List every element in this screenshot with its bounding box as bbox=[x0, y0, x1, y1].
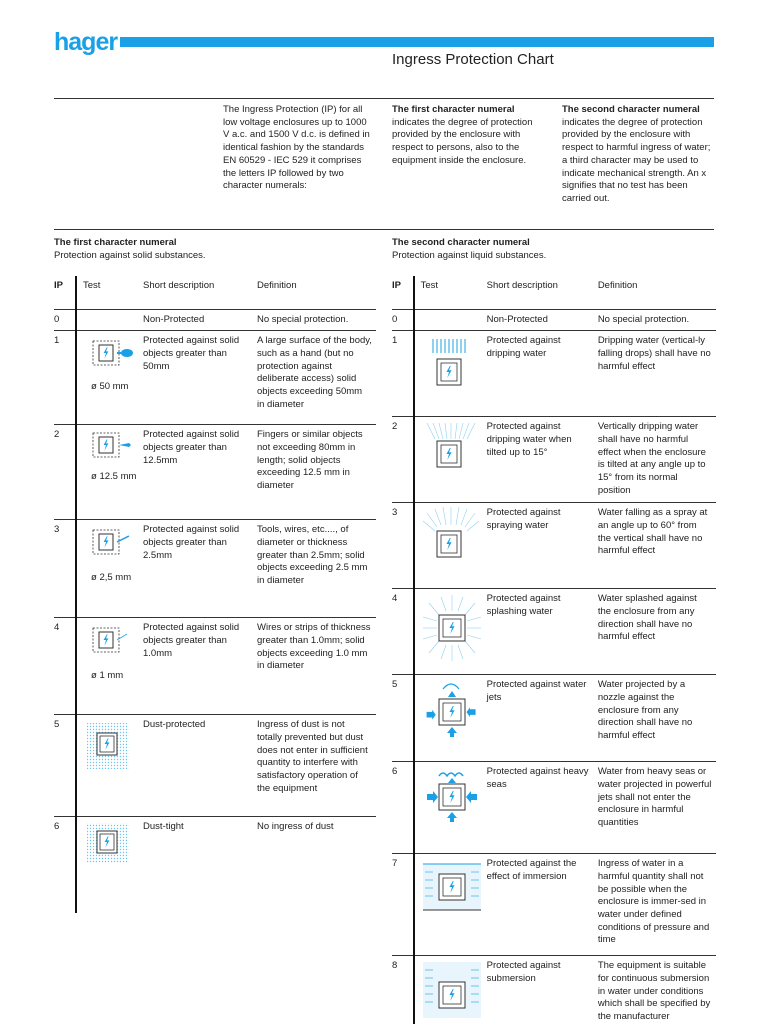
test-cell bbox=[76, 618, 143, 715]
definition: A large surface of the body, such as a hand (but no protection against deliberate access) solid objects exceeding 50mm in diameter bbox=[257, 331, 376, 425]
test-cell bbox=[414, 503, 487, 589]
table-row bbox=[54, 715, 376, 817]
liquids-header-test: Test bbox=[414, 276, 487, 309]
intro-top-rule bbox=[54, 98, 714, 99]
table-row bbox=[54, 618, 376, 715]
test-cell bbox=[414, 854, 487, 956]
table-row bbox=[392, 675, 716, 762]
test-cell bbox=[414, 331, 487, 417]
probe-diameter: ø 12.5 mm bbox=[91, 471, 137, 483]
short-description: Protected against the effect of immersion bbox=[487, 854, 598, 956]
hand-probe-icon bbox=[83, 335, 139, 379]
liquids-header-ip: IP bbox=[392, 276, 414, 309]
test-cell bbox=[414, 675, 487, 762]
definition: Water falling as a spray at an angle up to 60° from the vertical shall have no harmful effect bbox=[598, 503, 716, 589]
intro-col2-text: indicates the degree of protection provided by the enclosure with respect to persons, also to the equipment inside the enclosure. bbox=[392, 116, 533, 166]
intro-col2-title: The first character numeral bbox=[392, 104, 515, 115]
solids-title: The first character numeral bbox=[54, 237, 177, 248]
definition: Tools, wires, etc...., of diameter or thickness greater than 2.5mm; solid objects exceeding 2.5 mm in diameter bbox=[257, 520, 376, 618]
splashing-water-icon bbox=[421, 593, 483, 663]
definition: The equipment is suitable for continuous submersion in water under conditions which shall be specified by the manufacturer bbox=[597, 960, 711, 1023]
intro-col1 bbox=[223, 104, 375, 193]
table-row bbox=[54, 309, 376, 331]
definition: Water splashed against the enclosure from any direction shall have no harmful effect bbox=[598, 589, 716, 675]
liquids-header-row bbox=[392, 276, 716, 309]
table-row bbox=[54, 817, 376, 913]
ip-code: 0 bbox=[54, 309, 76, 331]
short-description: Protected against dripping water when tilted up to 15° bbox=[487, 417, 598, 503]
intro-col2 bbox=[392, 104, 552, 168]
definition: No special protection. bbox=[257, 309, 376, 331]
short-description: Protected against solid objects greater than 12.5mm bbox=[143, 425, 257, 520]
intro-col3 bbox=[562, 104, 716, 206]
short-description: Protected against splashing water bbox=[487, 589, 598, 675]
table-row bbox=[392, 589, 716, 675]
ip-code: 3 bbox=[54, 520, 76, 618]
header-brand-bar bbox=[120, 37, 714, 47]
test-cell bbox=[76, 309, 143, 331]
short-description: Protected against submersion bbox=[486, 960, 561, 984]
finger-probe-icon bbox=[83, 429, 139, 469]
tilted-dripping-icon bbox=[421, 421, 481, 477]
liquids-section-heading bbox=[392, 237, 712, 262]
ip-code: 5 bbox=[54, 715, 76, 817]
solids-header-definition: Definition bbox=[257, 276, 376, 309]
ip-code: 7 bbox=[392, 854, 414, 956]
short-description: Protected against heavy seas bbox=[487, 762, 598, 854]
solids-header-ip: IP bbox=[54, 276, 76, 309]
intro-bottom-rule bbox=[54, 229, 714, 230]
solids-table bbox=[54, 276, 376, 913]
ip-code: 0 bbox=[392, 309, 414, 331]
table-row bbox=[392, 309, 716, 331]
solids-header-test: Test bbox=[76, 276, 143, 309]
table-row bbox=[392, 762, 716, 854]
short-description: Non-Protected bbox=[143, 309, 257, 331]
ip-code: 4 bbox=[392, 589, 414, 675]
submersion-icon bbox=[421, 960, 483, 1020]
heavy-seas-icon bbox=[421, 766, 483, 826]
probe-diameter: ø 1 mm bbox=[91, 670, 124, 682]
table-row bbox=[54, 425, 376, 520]
test-cell bbox=[414, 417, 487, 503]
liquids-subtitle: Protection against liquid substances. bbox=[392, 249, 547, 261]
water-jet-icon bbox=[421, 679, 483, 739]
table-row bbox=[392, 331, 716, 417]
short-description: Protected against solid objects greater than 1.0mm bbox=[143, 618, 257, 715]
test-cell bbox=[414, 956, 487, 1024]
intro-col3-title: The second character numeral bbox=[562, 104, 700, 115]
ip-code: 5 bbox=[392, 675, 414, 762]
liquids-header-short: Short description bbox=[487, 276, 598, 309]
definition: Wires or strips of thickness greater than 1.0mm; solid objects exceeding 1.0 mm in diameter bbox=[257, 618, 376, 715]
solids-subtitle: Protection against solid substances. bbox=[54, 249, 206, 261]
liquids-header-definition: Definition bbox=[598, 276, 716, 309]
ip-code: 8 bbox=[392, 956, 414, 1024]
definition: Water projected by a nozzle against the enclosure from any direction shall have no harmful effect bbox=[598, 675, 716, 762]
intro-col3-text: indicates the degree of protection provided by the enclosure with respect to harmful ingress of water; a third character may be used to indicate mechanical strength. An x signifies that no test has been carried out. bbox=[562, 116, 711, 204]
definition: Water from heavy seas or water projected in powerful jets shall not enter the enclosure in harmful quantities bbox=[598, 762, 716, 854]
test-cell bbox=[414, 762, 487, 854]
probe-diameter: ø 2,5 mm bbox=[91, 572, 132, 584]
test-cell bbox=[414, 589, 487, 675]
short-description: Protected against solid objects greater than 50mm bbox=[143, 331, 257, 425]
liquids-table bbox=[392, 276, 716, 1024]
short-description: Non-Protected bbox=[487, 309, 598, 331]
definition: No ingress of dust bbox=[257, 821, 334, 833]
table-row bbox=[392, 956, 716, 1024]
definition: Dripping water (vertical-ly falling drops) shall have no harmful effect bbox=[598, 331, 716, 417]
test-cell bbox=[76, 331, 143, 425]
solids-section-heading bbox=[54, 237, 374, 262]
dust-protected-icon bbox=[83, 719, 139, 775]
short-description: Protected against spraying water bbox=[487, 503, 598, 589]
short-description: Protected against water jets bbox=[487, 675, 598, 762]
test-cell bbox=[76, 817, 143, 913]
table-row bbox=[54, 520, 376, 618]
definition: Vertically dripping water shall have no harmful effect when the enclosure is tilted at any angle up to 15° from its normal position bbox=[598, 417, 716, 503]
dust-tight-icon bbox=[83, 821, 139, 869]
table-row bbox=[392, 503, 716, 589]
test-cell bbox=[76, 425, 143, 520]
ip-code: 6 bbox=[54, 817, 76, 913]
ip-code: 3 bbox=[392, 503, 414, 589]
table-row bbox=[392, 854, 716, 956]
ip-code: 6 bbox=[392, 762, 414, 854]
probe-diameter: ø 50 mm bbox=[91, 381, 129, 393]
table-row bbox=[54, 331, 376, 425]
ip-code: 4 bbox=[54, 618, 76, 715]
hager-logo: hager bbox=[54, 28, 118, 56]
intro-col1-text: The Ingress Protection (IP) for all low voltage enclosures up to 1000 V a.c. and 1500 V d.c. is defined in identical fashion by the standards EN 60529 - IEC 529 it comprises the letters IP followed by two character numerals: bbox=[223, 104, 370, 192]
page-title: Ingress Protection Chart bbox=[392, 51, 554, 68]
solids-header-short: Short description bbox=[143, 276, 257, 309]
ip-code: 2 bbox=[392, 417, 414, 503]
definition: Ingress of dust is not totally prevented but dust does not enter in sufficient quantity to interfere with satisfactory operation of the equipment bbox=[257, 715, 376, 817]
test-cell bbox=[76, 520, 143, 618]
wire-probe-icon bbox=[83, 622, 139, 668]
ip-code: 1 bbox=[54, 331, 76, 425]
liquids-title: The second character numeral bbox=[392, 237, 530, 248]
definition: Ingress of water in a harmful quantity shall not be possible when the enclosure is immer-sed in water under defined conditions of pressure and time bbox=[598, 854, 716, 956]
short-description: Protected against dripping water bbox=[487, 331, 598, 417]
short-description: Protected against solid objects greater than 2.5mm bbox=[143, 520, 257, 618]
definition: Fingers or similar objects not exceeding 80mm in length; solid objects exceeding 12.5 mm in diameter bbox=[257, 425, 376, 520]
immersion-icon bbox=[421, 858, 483, 914]
ip-code: 1 bbox=[392, 331, 414, 417]
solids-header-row bbox=[54, 276, 376, 309]
definition: No special protection. bbox=[598, 309, 716, 331]
dripping-water-icon bbox=[421, 335, 481, 391]
ip-code: 2 bbox=[54, 425, 76, 520]
table-row bbox=[392, 417, 716, 503]
spraying-water-icon bbox=[421, 507, 481, 569]
short-description: Dust-tight bbox=[143, 821, 184, 833]
test-cell bbox=[76, 715, 143, 817]
tool-probe-icon bbox=[83, 524, 139, 570]
short-description: Dust-protected bbox=[143, 715, 257, 817]
test-cell bbox=[414, 309, 487, 331]
